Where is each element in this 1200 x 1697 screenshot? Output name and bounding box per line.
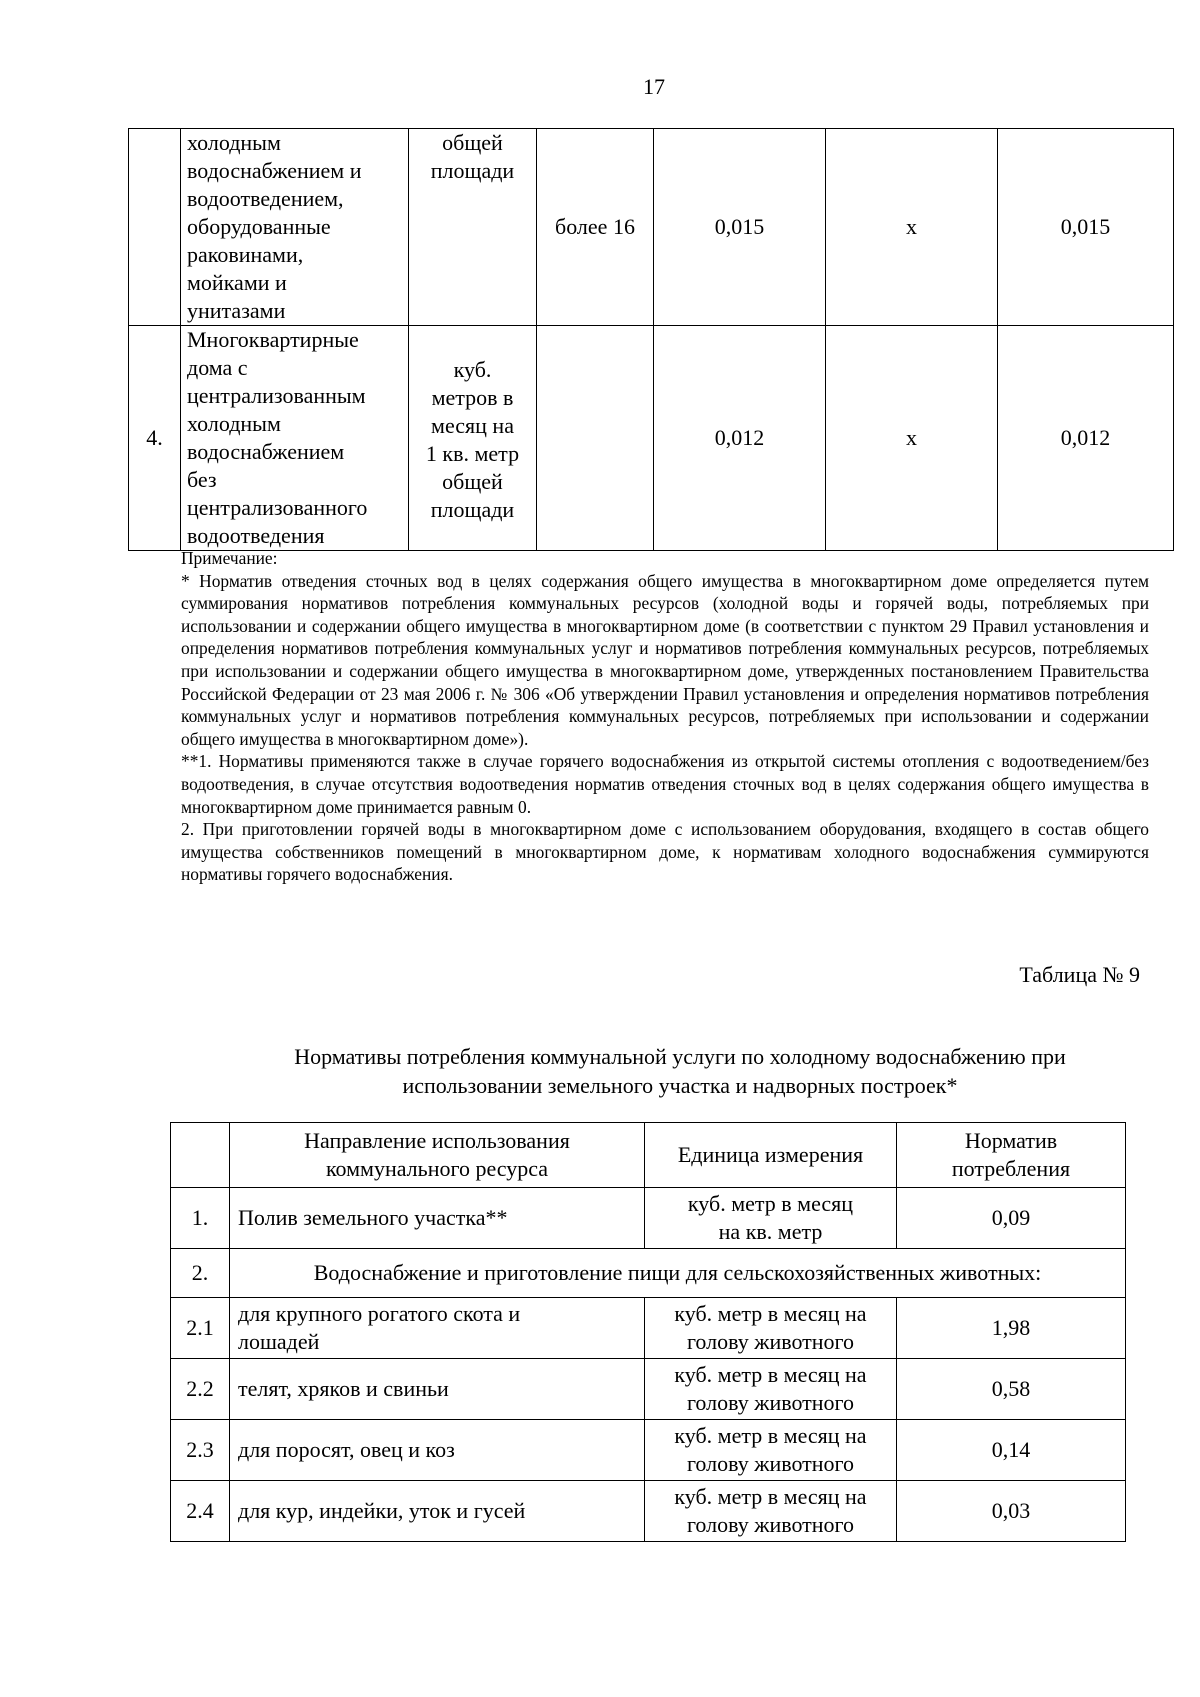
building-type-line: мойками и — [187, 270, 287, 295]
row-number-cell: 2.2 — [171, 1359, 230, 1420]
building-type-line: холодным — [187, 411, 281, 436]
table-row — [171, 1359, 1126, 1420]
norm-value-cell: 0,09 — [897, 1188, 1126, 1249]
table-row — [171, 1298, 1126, 1359]
unit-cell — [409, 326, 537, 551]
unit-line: куб. метр в месяц на — [674, 1484, 867, 1509]
row-number-cell: 2.3 — [171, 1420, 230, 1481]
section-title-cell: Водоснабжение и приготовление пищи для сельскохозяйственных животных: — [230, 1249, 1126, 1298]
table-section-row — [171, 1249, 1126, 1298]
value-a-cell: 0,015 — [654, 129, 826, 326]
header-direction — [230, 1123, 645, 1188]
building-type-line: раковинами, — [187, 242, 304, 267]
unit-line: метров в — [431, 385, 514, 410]
header-line: коммунального ресурса — [325, 1156, 549, 1181]
note-paragraph: * Норматив отведения сточных вод в целях содержания общего имущества в многоквартирном доме определяется путем суммирования нормативов потребления коммунальных ресурсов (холодной воды и горячей воды, потребляемых при использовании и содержании общего имущества в многоквартирном доме (в соответствии с пунктом 29 Правил установления и определения нормативов потребления коммунальных услуг и нормативов потребления коммунальных ресурсов, потребляемых при использовании и содержании общего имущества в многоквартирном доме, утвержденных постановлением Правительства Российской Федерации от 23 мая 2006 г. № 306 «Об утверждении Правил установления и определения нормативов потребления коммунальных услуг и нормативов потребления коммунальных ресурсов, потребляемых при использовании и содержании общего имущества в многоквартирном доме»). — [181, 570, 1149, 749]
norms-table-9 — [170, 1122, 1126, 1542]
value-b-cell: х — [826, 326, 998, 551]
unit-line: общей — [442, 130, 503, 155]
unit-cell — [645, 1481, 897, 1542]
floors-cell — [537, 326, 654, 551]
header-line: потребления — [951, 1156, 1071, 1181]
building-type-line: водоотведением, — [187, 186, 344, 211]
unit-line: куб. метр в месяц на — [674, 1423, 867, 1448]
building-type-line: водоотведения — [187, 523, 325, 548]
value-total-cell: 0,015 — [998, 129, 1174, 326]
table-row — [129, 326, 1174, 551]
header-line: Направление использования — [304, 1128, 570, 1153]
building-type-line: оборудованные — [187, 214, 331, 239]
header-unit: Единица измерения — [645, 1123, 897, 1188]
row-number-cell: 2. — [171, 1249, 230, 1298]
table-number: Таблица № 9 — [1019, 962, 1140, 987]
direction-line: для крупного рогатого скота и — [238, 1301, 521, 1326]
unit-cell — [645, 1298, 897, 1359]
unit-cell — [409, 129, 537, 326]
header-no — [171, 1123, 230, 1188]
header-norm — [897, 1123, 1126, 1188]
unit-line: куб. метр в месяц — [687, 1191, 854, 1216]
unit-cell — [645, 1359, 897, 1420]
row-number-cell: 1. — [171, 1188, 230, 1249]
notes-section — [181, 547, 1149, 886]
direction-cell: телят, хряков и свиньи — [230, 1359, 645, 1420]
table-title — [240, 1042, 1120, 1100]
direction-cell: для кур, индейки, уток и гусей — [230, 1481, 645, 1542]
building-type-line: водоснабжением и — [187, 158, 362, 183]
building-type-line: водоснабжением — [187, 439, 345, 464]
norms-table-continuation — [128, 128, 1174, 551]
floors-cell: более 16 — [537, 129, 654, 326]
note-paragraph: **1. Нормативы применяются также в случае горячего водоснабжения из открытой системы отопления с водоотведением/без водоотведения, в случае отсутствия водоотведения норматив отведения сточных вод в целях содержания общего имущества в многоквартирном доме принимается равным 0. — [181, 751, 1149, 817]
unit-line: месяц на — [431, 413, 514, 438]
value-a-cell: 0,012 — [654, 326, 826, 551]
table-title-line: Нормативы потребления коммунальной услуги по холодному водоснабжению при — [294, 1044, 1066, 1069]
table-row — [171, 1420, 1126, 1481]
direction-cell: Полив земельного участка** — [230, 1188, 645, 1249]
unit-cell — [645, 1420, 897, 1481]
unit-line: площади — [430, 158, 515, 183]
value-b-cell: х — [826, 129, 998, 326]
page-number: 17 — [643, 74, 665, 99]
table-title-line: использовании земельного участка и надворных построек* — [402, 1073, 958, 1098]
unit-line: 1 кв. метр — [425, 441, 520, 466]
table-row — [129, 129, 1174, 326]
unit-cell — [645, 1188, 897, 1249]
row-number-cell: 4. — [129, 326, 181, 551]
direction-cell — [230, 1298, 645, 1359]
table-header-row — [171, 1123, 1126, 1188]
unit-line: куб. — [453, 357, 492, 382]
building-type-line: Многоквартирные — [187, 327, 359, 352]
unit-line: голову животного — [686, 1390, 855, 1415]
row-number-cell: 2.1 — [171, 1298, 230, 1359]
building-type-cell — [181, 129, 409, 326]
building-type-line: холодным — [187, 130, 281, 155]
building-type-line: без — [187, 467, 217, 492]
unit-line: куб. метр в месяц на — [674, 1301, 867, 1326]
norm-value-cell: 0,14 — [897, 1420, 1126, 1481]
header-line: Норматив — [964, 1128, 1058, 1153]
building-type-line: дома с — [187, 355, 248, 380]
norm-value-cell: 0,58 — [897, 1359, 1126, 1420]
direction-cell: для поросят, овец и коз — [230, 1420, 645, 1481]
building-type-cell — [181, 326, 409, 551]
direction-line: лошадей — [238, 1329, 320, 1354]
building-type-line: унитазами — [187, 298, 286, 323]
unit-line: голову животного — [686, 1451, 855, 1476]
unit-line: площади — [430, 497, 515, 522]
row-number-cell: 2.4 — [171, 1481, 230, 1542]
note-paragraph: 2. При приготовлении горячей воды в многоквартирном доме с использованием оборудования, входящего в состав общего имущества собственников помещений в многоквартирном доме, к нормативам холодного водоснабжения суммируются нормативы горячего водоснабжения. — [181, 819, 1149, 885]
value-total-cell: 0,012 — [998, 326, 1174, 551]
table-row — [171, 1188, 1126, 1249]
unit-line: голову животного — [686, 1512, 855, 1537]
building-type-line: централизованным — [187, 383, 366, 408]
norm-value-cell: 0,03 — [897, 1481, 1126, 1542]
row-number-cell — [129, 129, 181, 326]
table-row — [171, 1481, 1126, 1542]
unit-line: на кв. метр — [718, 1219, 823, 1244]
unit-line: куб. метр в месяц на — [674, 1362, 867, 1387]
norm-value-cell: 1,98 — [897, 1298, 1126, 1359]
building-type-line: централизованного — [187, 495, 368, 520]
notes-heading: Примечание: — [181, 548, 278, 568]
unit-line: голову животного — [686, 1329, 855, 1354]
unit-line: общей — [442, 469, 503, 494]
